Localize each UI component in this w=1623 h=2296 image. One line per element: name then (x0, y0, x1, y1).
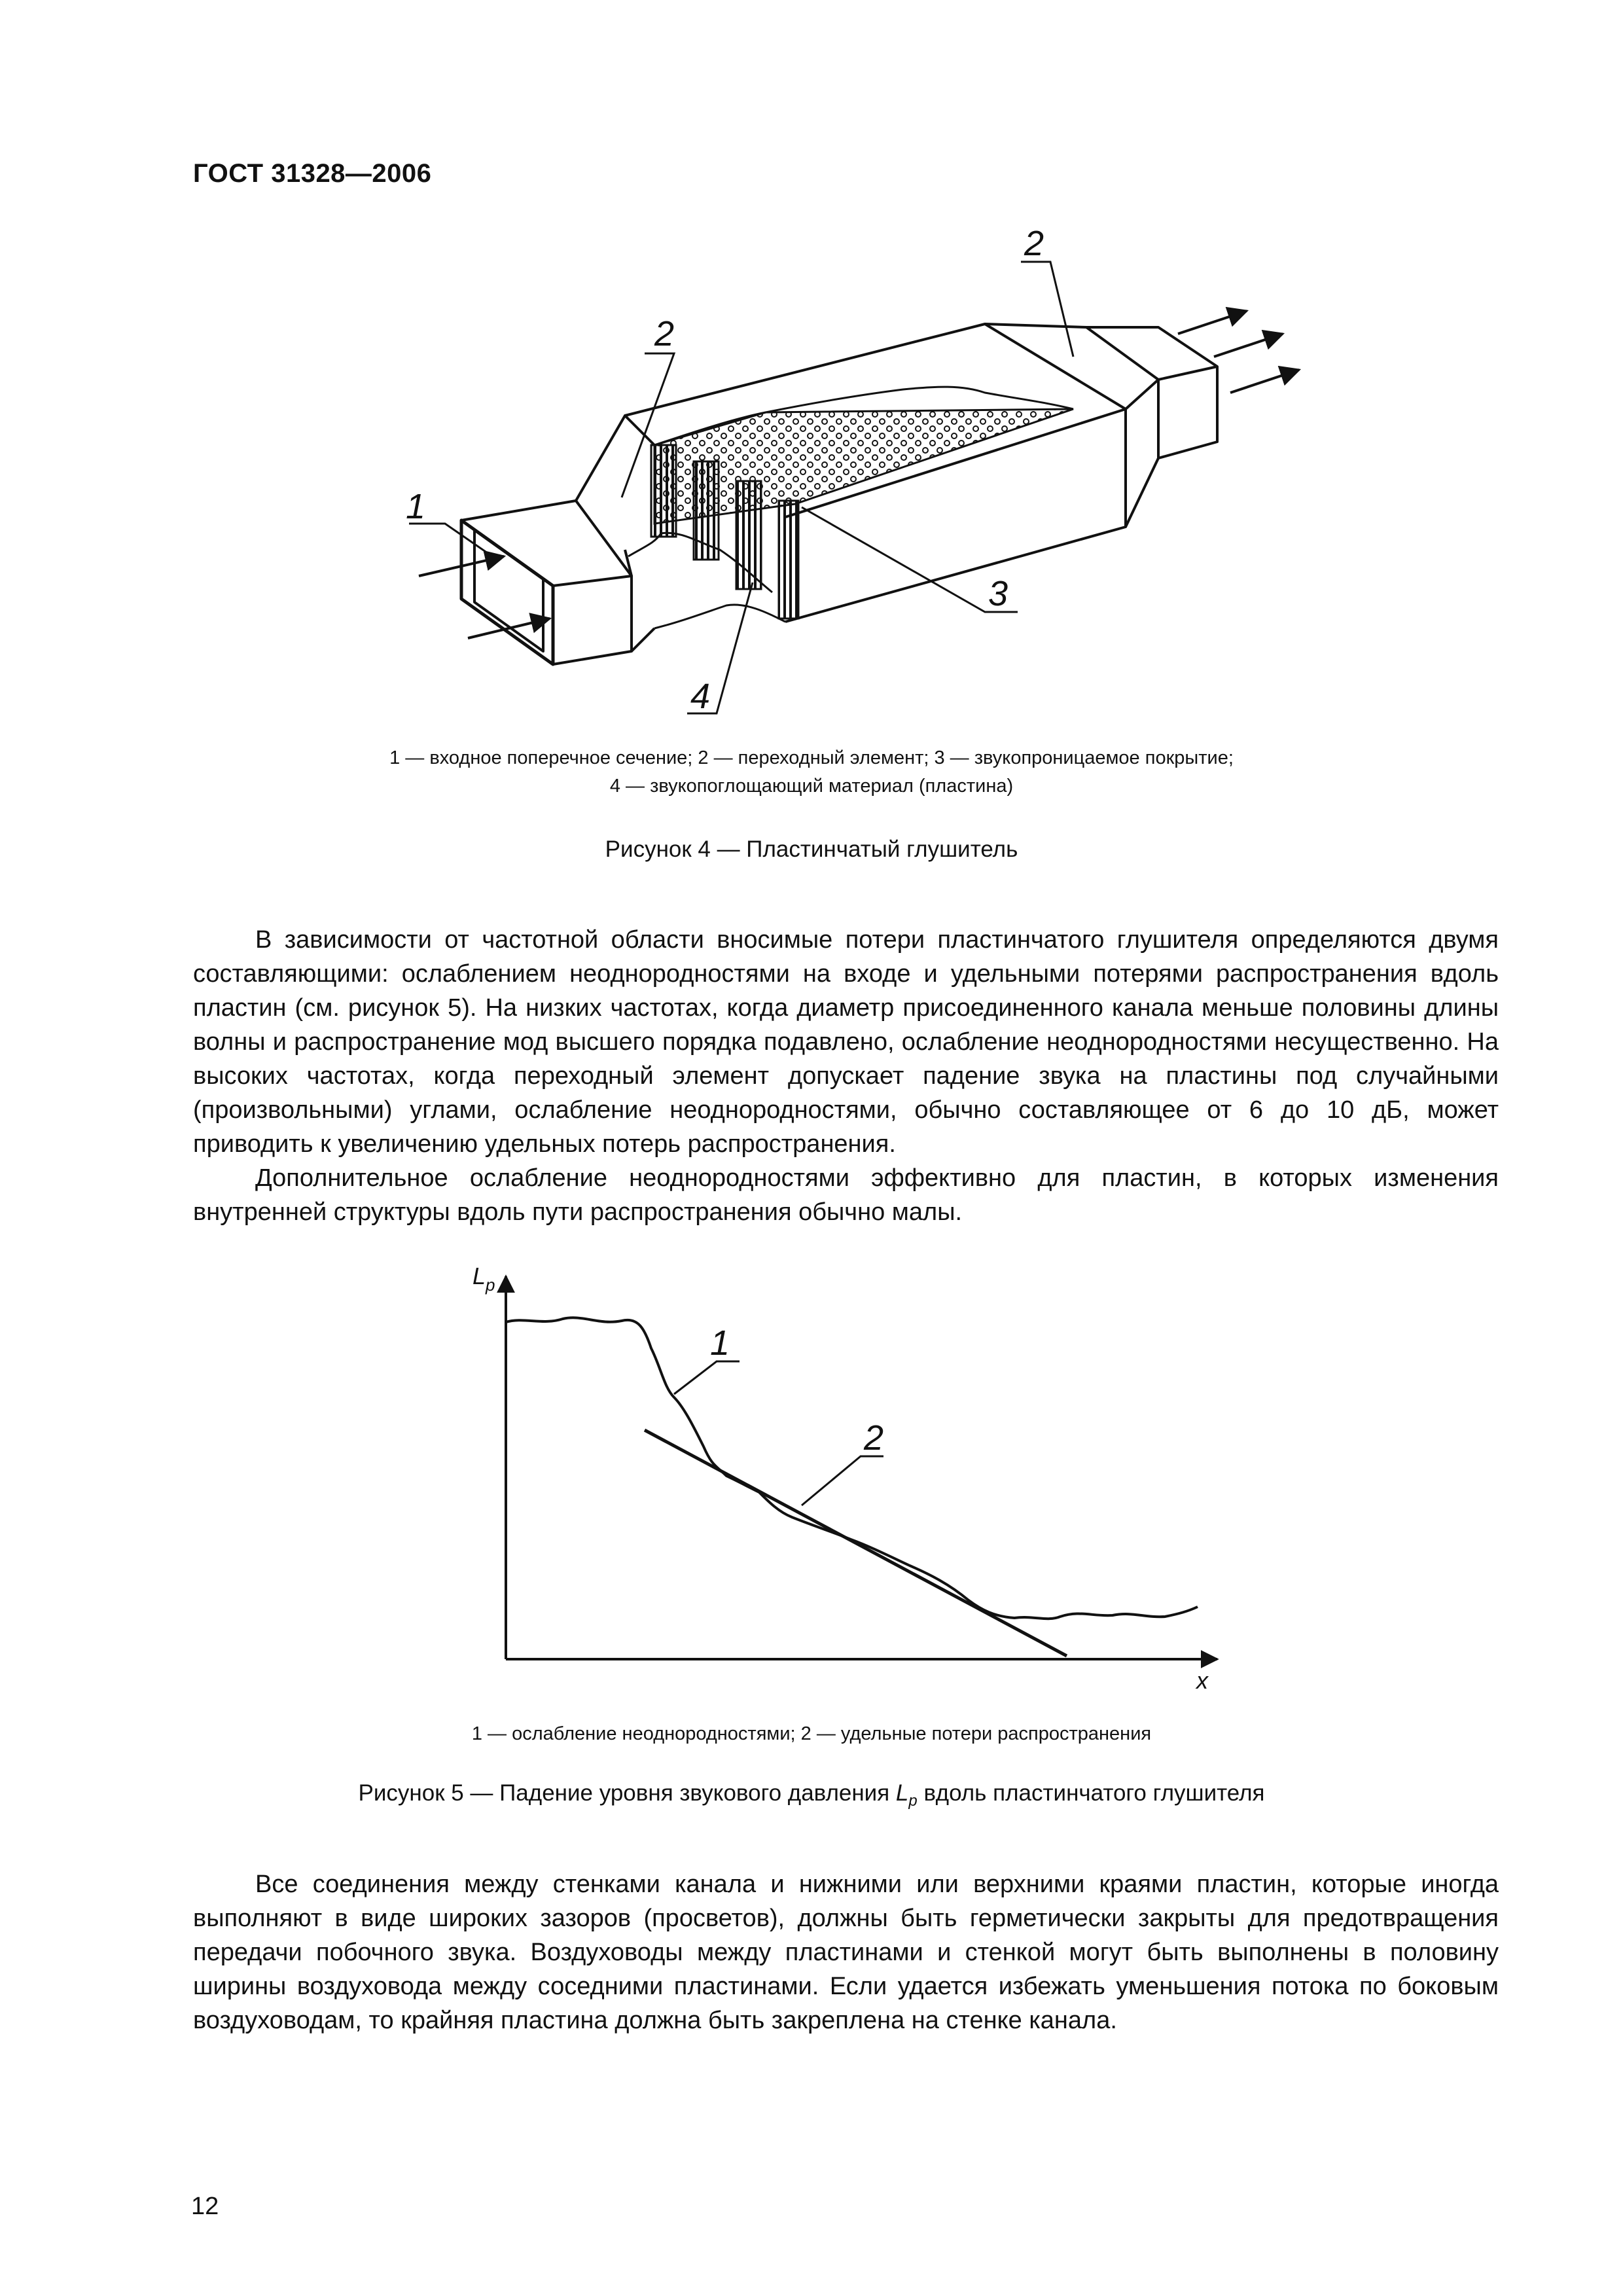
body-paragraph-1: В зависимости от частотной области вносимые потери пластинчатого глушителя определяются двумя составляющими: ослаблением неоднородностями на входе и удельными потерями распространения вдоль пластин (см. рисунок 5). На низких частотах, когда диаметр присоединенного канала меньше половины длины волны и распространение мод высшего порядка подавлено, ослабление неоднородностями несущественно. На высоких частотах, когда переходный элемент допускает падение звука на пластины под случайными (произвольными) углами, ослабление неоднородностями, обычно составляющее от 6 до 10 дБ, может приводить к увеличению удельных потерь распространения. (193, 926, 1499, 1158)
callout-3: 3 (988, 574, 1008, 613)
figure-4-silencer-drawing (380, 223, 1335, 726)
leader-1 (674, 1361, 740, 1394)
plot-callout-2: 2 (864, 1418, 884, 1458)
figure-5-level-drop-plot (458, 1257, 1257, 1715)
x-axis-label: x (1196, 1667, 1208, 1694)
callout-2-outlet: 2 (1024, 224, 1044, 263)
page-number: 12 (191, 2193, 219, 2220)
figure-5-legend: 1 — ослабление неоднородностями; 2 — удельные потери распространения (471, 1723, 1152, 1744)
body-paragraph-3: Все соединения между стенками канала и нижними или верхними краями пластин, которые иногда выполняют в виде широких зазоров (просветов), должны быть герметически закрыты для предотвращения передачи побочного звука. Воздуховоды между пластинами и стенкой могут быть выполнены в половину ширины воздуховода между соседними пластинами. Если удается избежать уменьшения потока по боковым воздуховодам, то крайняя пластина должна быть закреплена на стенке канала. (193, 1871, 1499, 2034)
callout-2-inlet: 2 (654, 314, 675, 353)
figure-5-title: Рисунок 5 — Падение уровня звукового давления $L_p$ вдоль пластинчатого глушителя (358, 1780, 1265, 1810)
figure-4-title: Рисунок 4 — Пластинчатый глушитель (605, 836, 1018, 862)
curve-attenuation-by-inhomogeneities (506, 1318, 1198, 1619)
y-axis-label: $L_p$ (473, 1263, 495, 1295)
perforated-plates (651, 409, 1073, 619)
leader-2 (802, 1456, 883, 1505)
figure-4-legend-line-2: 4 — звукопоглощающий материал (пластина) (609, 776, 1014, 797)
figure-4-legend (196, 744, 1427, 800)
body-paragraph-2: Дополнительное ослабление неоднородностями эффективно для пластин, в которых изменения внутренней структуры вдоль пути распространения обычно малы. (193, 1164, 1499, 1226)
figure-4-legend-line-1: 1 — входное поперечное сечение; 2 — переходный элемент; 3 — звукопроницаемое покрытие; (389, 747, 1234, 768)
line-specific-propagation-loss (645, 1430, 1067, 1656)
silencer-body (461, 324, 1217, 664)
plot-callout-1: 1 (710, 1323, 730, 1363)
callout-4: 4 (690, 677, 711, 716)
document-header: ГОСТ 31328—2006 (193, 159, 432, 188)
callout-1: 1 (406, 487, 426, 526)
